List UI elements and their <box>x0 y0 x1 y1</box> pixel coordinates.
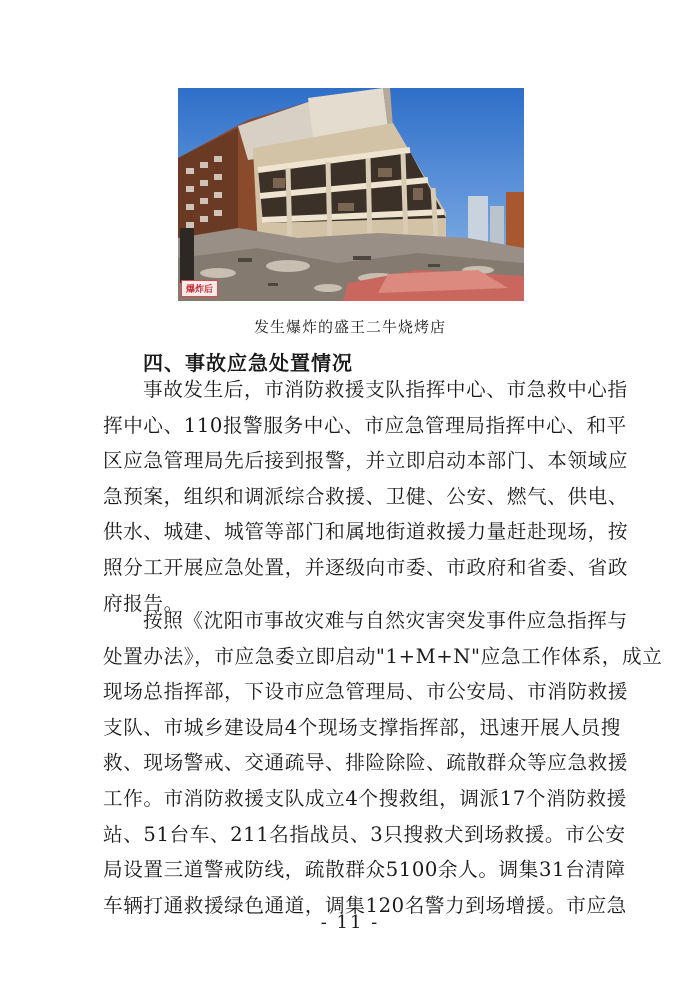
paragraph-1 <box>103 372 629 621</box>
paragraph-line: 支队、市城乡建设局4个现场支撑指挥部，迅速开展人员搜 <box>103 715 621 739</box>
paragraph-line: 现场总指挥部，下设市应急管理局、市公安局、市消防救援 <box>103 680 629 704</box>
photo-illustration <box>178 88 524 301</box>
paragraph-line: 按照《沈阳市事故灾难与自然灾害突发事件应急指挥与 <box>143 609 628 632</box>
paragraph-line: 区应急管理局先后接到报警，并立即启动本部门、本领域应 <box>103 449 629 473</box>
paragraph-line: 工作。市消防救援支队成立4个搜救组，调派17个消防救援 <box>103 786 627 810</box>
paragraph-line: 府报告。 <box>103 591 184 615</box>
section-heading: 四、事故应急处置情况 <box>143 351 353 375</box>
paragraph-line: 事故发生后，市消防救援支队指挥中心、市急救中心指 <box>143 378 628 401</box>
page-number: - 11 - <box>320 912 380 933</box>
paragraph-line: 处置办法》，市应急委立即启动"1+M+N"应急工作体系，成立 <box>103 644 663 668</box>
paragraph-line: 挥中心、110报警服务中心、市应急管理局指挥中心、和平 <box>103 413 627 437</box>
paragraph-line: 站、51台车、211名指战员、3只搜救犬到场救援。市公安 <box>103 822 626 846</box>
photo-caption: 发生爆炸的盛王二牛烧烤店 <box>253 318 446 336</box>
paragraph-2 <box>103 603 663 923</box>
paragraph-line: 救、现场警戒、交通疏导、排险除险、疏散群众等应急救援 <box>103 751 629 775</box>
paragraph-line: 照分工开展应急处置，并逐级向市委、市政府和省委、省政 <box>103 555 629 579</box>
photo-stamp-label: 爆炸后 <box>181 280 218 297</box>
paragraph-line: 供水、城建、城管等部门和属地街道救援力量赶赴现场，按 <box>103 520 629 544</box>
paragraph-line: 局设置三道警戒防线，疏散群众5100余人。调集31台清障 <box>103 858 626 882</box>
paragraph-line: 车辆打通救援绿色通道，调集120名警力到场增援。市应急 <box>103 893 627 917</box>
explosion-site-photo <box>178 88 524 301</box>
paragraph-line: 急预案，组织和调派综合救援、卫健、公安、燃气、供电、 <box>103 484 629 508</box>
